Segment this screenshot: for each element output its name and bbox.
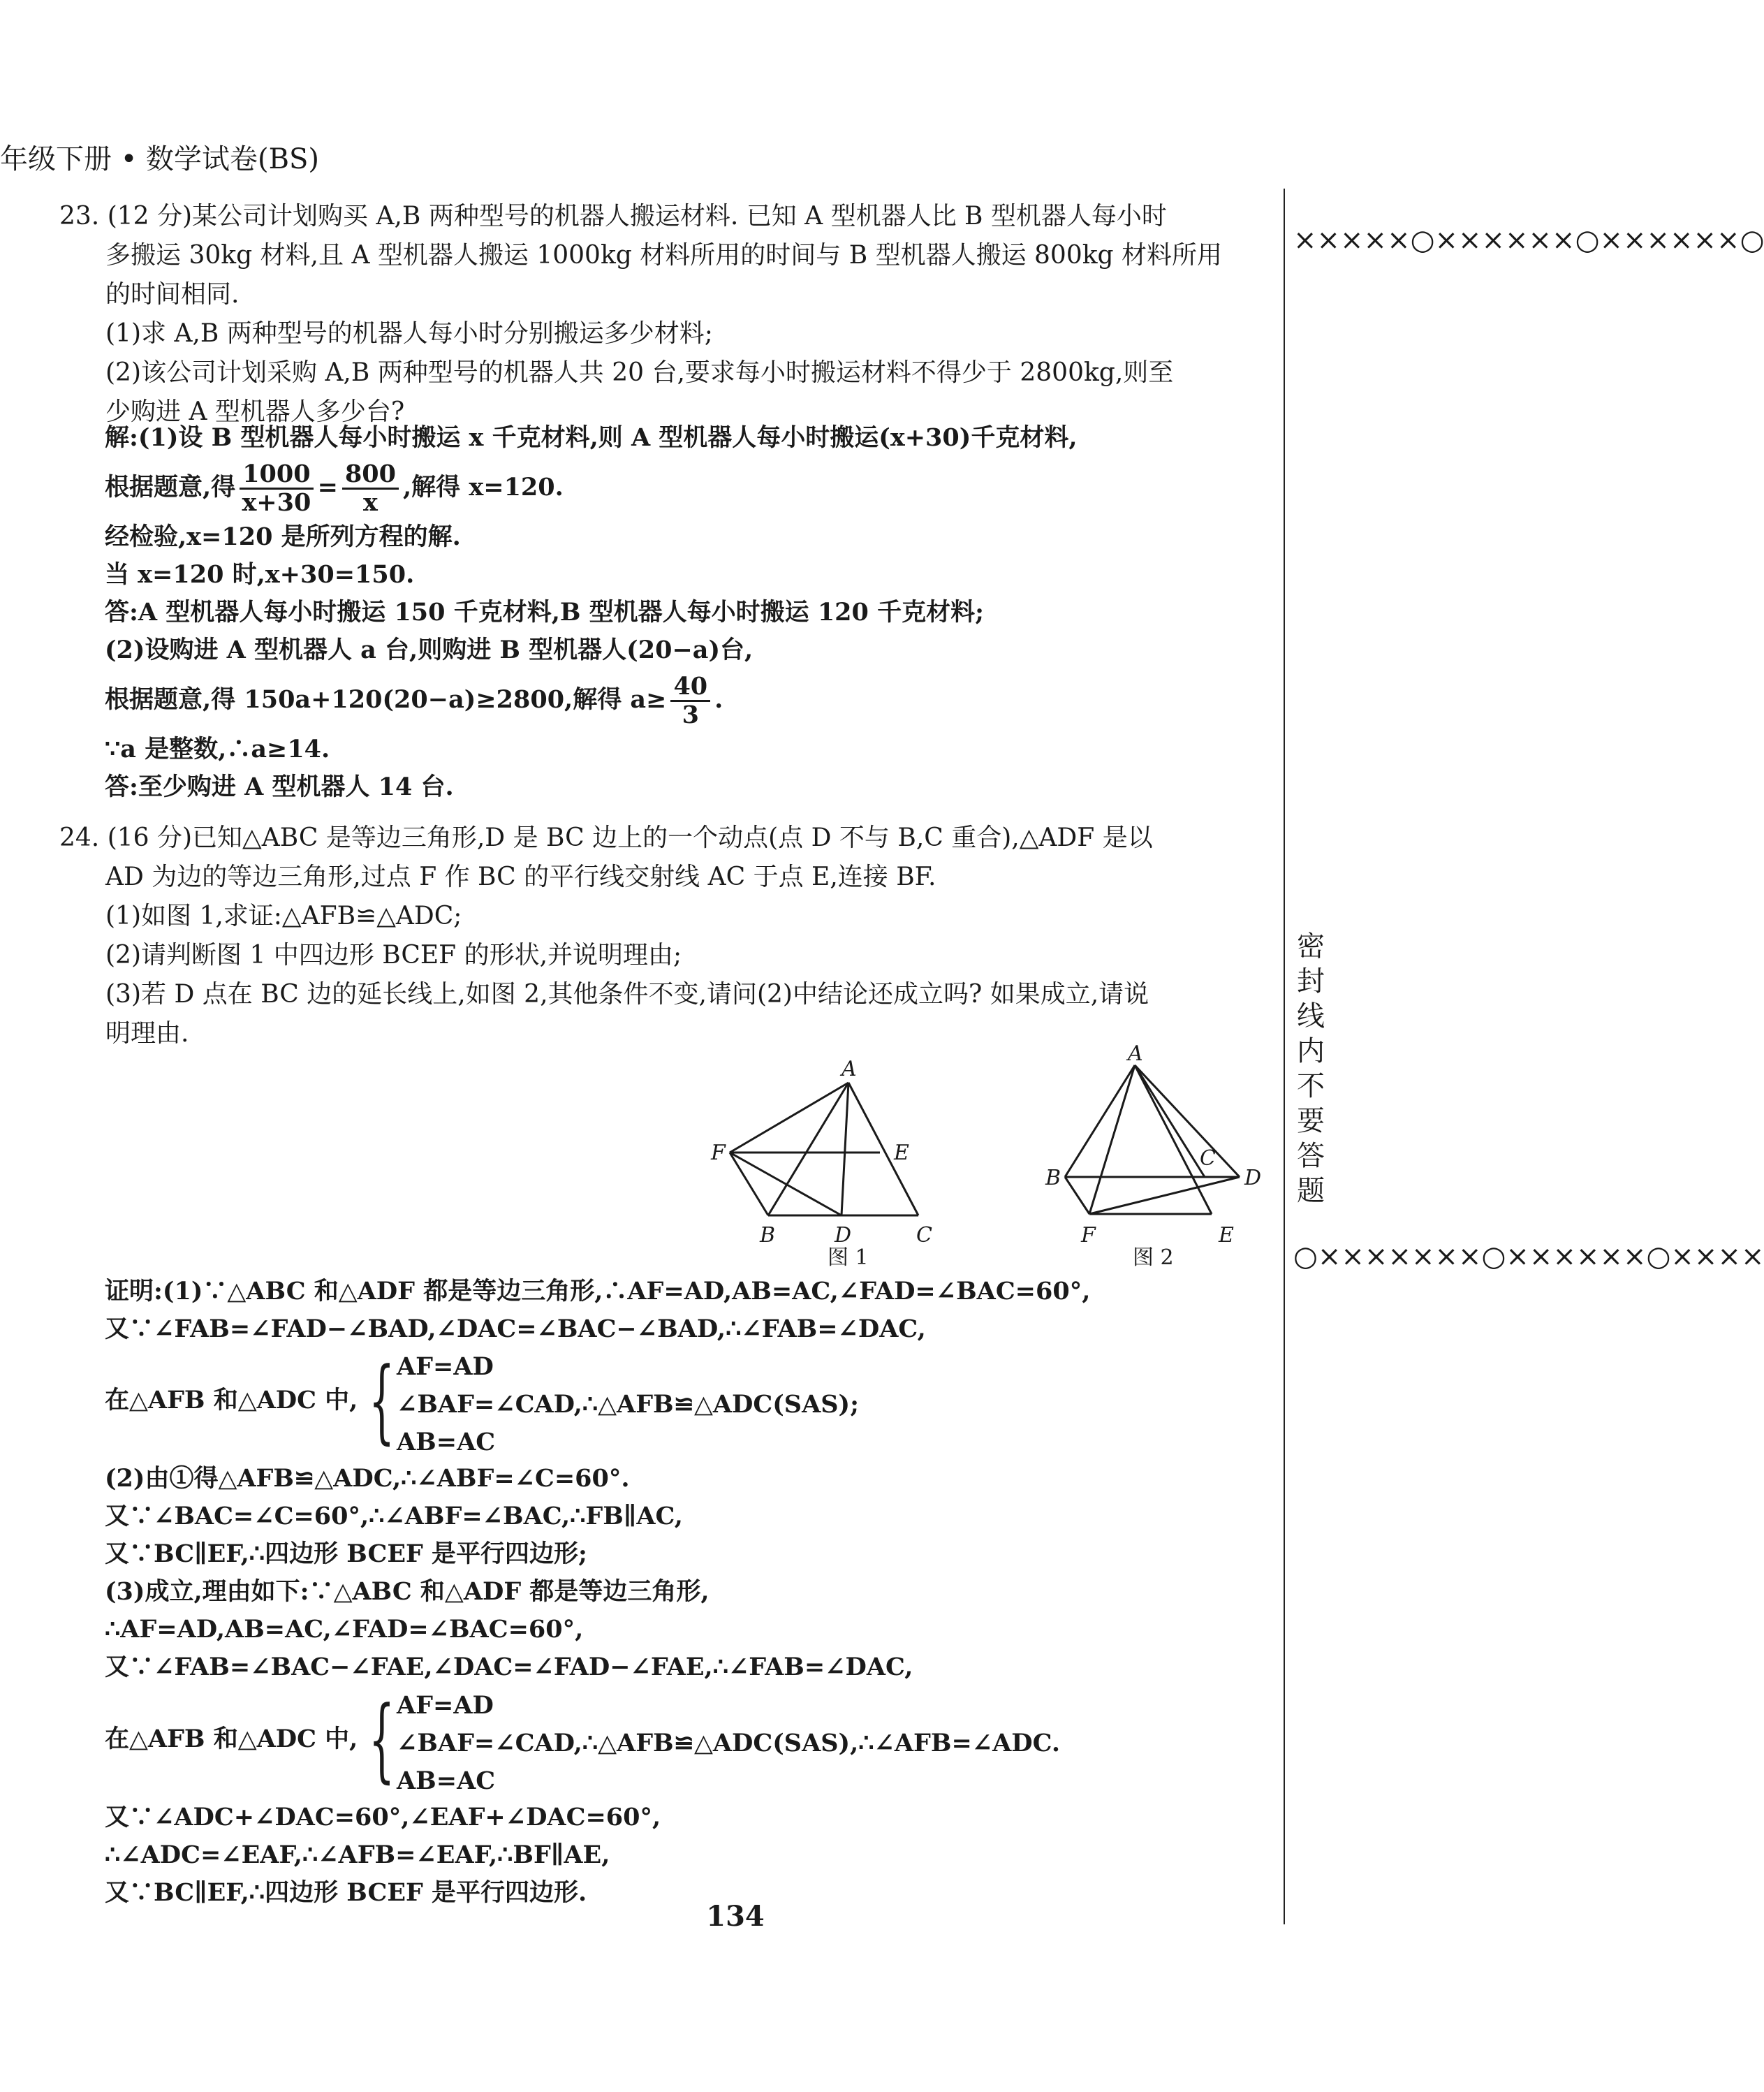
fig1-label-c: C xyxy=(916,1223,932,1248)
proof-line: 证明:(1)∵△ABC 和△ADF 都是等边三角形,∴AF=AD,AB=AC,∠FAD=∠BAC=60°, xyxy=(105,1277,1091,1305)
brace: { xyxy=(369,1347,395,1454)
q23-line: (1)求 A,B 两种型号的机器人每小时分别搬运多少材料; xyxy=(105,319,713,348)
eq-text: 根据题意,得 150a+120(20−a)≥2800,解得 a≥ xyxy=(105,685,667,714)
solution-line: 答:A 型机器人每小时搬运 150 千克材料,B 型机器人每小时搬运 120 千克材料; xyxy=(105,598,984,627)
q23-solution xyxy=(105,419,1078,806)
eq-text: ,解得 x=120. xyxy=(403,473,564,502)
proof-line: ∴∠ADC=∠EAF,∴∠AFB=∠EAF,∴BF∥AE, xyxy=(105,1841,610,1869)
fig2-label-b: B xyxy=(1045,1166,1061,1190)
system-prefix: 在△AFB 和△ADC 中, xyxy=(105,1725,358,1753)
proof-line: 又∵∠FAB=∠FAD−∠BAD,∠DAC=∠BAC−∠BAD,∴∠FAB=∠DAC, xyxy=(105,1315,926,1343)
system-prefix: 在△AFB 和△ADC 中, xyxy=(105,1386,358,1414)
q24-line: AD 为边的等边三角形,过点 F 作 BC 的平行线交射线 AC 于点 E,连接 BF. xyxy=(105,863,936,891)
question-24 xyxy=(59,819,1153,1053)
q24-proof-part-a xyxy=(105,1273,1090,1348)
brace: { xyxy=(369,1686,395,1792)
system-line: AF=AD xyxy=(397,1691,494,1720)
fig1-label-d: D xyxy=(835,1223,852,1248)
page-header: 年级下册 • 数学试卷(BS) xyxy=(0,143,320,175)
q24-line: 24. (16 分)已知△ABC 是等边三角形,D 是 BC 边上的一个动点(点 D 不与 B,C 重合),△ADF 是以 xyxy=(59,824,1153,852)
fraction: $\frac{40}{3}$ xyxy=(670,673,710,729)
solution-line: 当 x=120 时,x+30=150. xyxy=(105,560,415,589)
q24-proof-part-c xyxy=(105,1799,661,1912)
solution-line: 答:至少购进 A 型机器人 14 台. xyxy=(105,773,454,801)
seal-line xyxy=(1284,189,1285,1924)
solution-line: ∵a 是整数,∴a≥14. xyxy=(105,735,330,763)
proof-line: (3)成立,理由如下:∵△ABC 和△ADF 都是等边三角形, xyxy=(105,1577,710,1606)
proof-line: 又∵BC∥EF,∴四边形 BCEF 是平行四边形; xyxy=(105,1539,587,1568)
seal-marks-top: ×××××○××××××○××××××○ xyxy=(1293,224,1764,256)
q24-line: (3)若 D 点在 BC 边的延长线上,如图 2,其他条件不变,请问(2)中结论还成立吗? 如果成立,请说 xyxy=(105,980,1149,1009)
page-number: 134 xyxy=(706,1900,765,1933)
q23-line: 的时间相同. xyxy=(105,280,240,309)
fig1-label-b: B xyxy=(760,1223,776,1248)
solution-line: 经检验,x=120 是所列方程的解. xyxy=(105,522,461,551)
question-23 xyxy=(59,197,1222,432)
solution-line: 解:(1)设 B 型机器人每小时搬运 x 千克材料,则 A 型机器人每小时搬运(x+30)千克材料, xyxy=(105,423,1078,452)
figure-2 xyxy=(1065,1065,1240,1214)
eq-text: . xyxy=(714,685,723,714)
q24-line: (2)请判断图 1 中四边形 BCEF 的形状,并说明理由; xyxy=(105,941,682,970)
fig2-label-e: E xyxy=(1219,1223,1234,1248)
seal-marks-bottom: ○×××××××○××××××○×××× xyxy=(1293,1241,1764,1273)
system-line: AF=AD xyxy=(397,1352,494,1381)
proof-line: 又∵BC∥EF,∴四边形 BCEF 是平行四边形. xyxy=(105,1878,587,1907)
system-line: AB=AC xyxy=(397,1767,496,1795)
solution-line: (2)设购进 A 型机器人 a 台,则购进 B 型机器人(20−a)台, xyxy=(105,636,754,664)
fig2-label-a: A xyxy=(1128,1041,1143,1066)
proof-line: ∴AF=AD,AB=AC,∠FAD=∠BAC=60°, xyxy=(105,1615,584,1644)
fig2-label-c: C xyxy=(1200,1146,1216,1171)
q24-line: (1)如图 1,求证:△AFB≌△ADC; xyxy=(105,902,462,930)
proof-line: 又∵∠FAB=∠BAC−∠FAE,∠DAC=∠FAD−∠FAE,∴∠FAB=∠DAC, xyxy=(105,1653,913,1681)
fraction: $\frac{800}{x}$ xyxy=(342,461,399,516)
fig1-caption: 图 1 xyxy=(828,1245,869,1270)
proof-line: 又∵∠BAC=∠C=60°,∴∠ABF=∠BAC,∴FB∥AC, xyxy=(105,1502,683,1530)
system-line: AB=AC xyxy=(397,1428,496,1456)
fig2-label-f: F xyxy=(1081,1223,1096,1248)
figures xyxy=(698,1041,1271,1278)
q24-line: 明理由. xyxy=(105,1019,189,1048)
q23-line: 少购进 A 型机器人多少台? xyxy=(105,397,405,426)
seal-text: 密封线内不要答题 xyxy=(1297,930,1325,1207)
eq-text: 根据题意,得 xyxy=(105,473,236,502)
proof-line: (2)由①得△AFB≌△ADC,∴∠ABF=∠C=60°. xyxy=(105,1464,630,1493)
proof-line: 又∵∠ADC+∠DAC=60°,∠EAF+∠DAC=60°, xyxy=(105,1803,661,1831)
fraction: $\frac{1000}{x+30}$ xyxy=(240,461,313,516)
eq-text: = xyxy=(317,473,338,502)
fig1-label-e: E xyxy=(894,1141,909,1165)
system-line: ∠BAF=∠CAD,∴△AFB≌△ADC(SAS),∴∠AFB=∠ADC. xyxy=(397,1729,1061,1757)
fig1-label-a: A xyxy=(841,1057,857,1081)
figure-1 xyxy=(730,1083,918,1215)
q23-line: 多搬运 30kg 材料,且 A 型机器人搬运 1000kg 材料所用的时间与 B 型机器人搬运 800kg 材料所用 xyxy=(105,241,1223,270)
system-line: ∠BAF=∠CAD,∴△AFB≌△ADC(SAS); xyxy=(397,1390,859,1419)
fig2-caption: 图 2 xyxy=(1133,1245,1174,1270)
equation-1 xyxy=(105,461,1078,518)
q24-proof-part-b xyxy=(105,1460,913,1686)
q23-line: (2)该公司计划采购 A,B 两种型号的机器人共 20 台,要求每小时搬运材料不得少于 2800kg,则至 xyxy=(105,358,1174,387)
q23-line: 23. (12 分)某公司计划购买 A,B 两种型号的机器人搬运材料. 已知 A 型机器人比 B 型机器人每小时 xyxy=(59,202,1167,231)
fig1-label-f: F xyxy=(711,1141,726,1165)
equation-2 xyxy=(105,673,1078,731)
fig2-label-d: D xyxy=(1244,1166,1262,1190)
